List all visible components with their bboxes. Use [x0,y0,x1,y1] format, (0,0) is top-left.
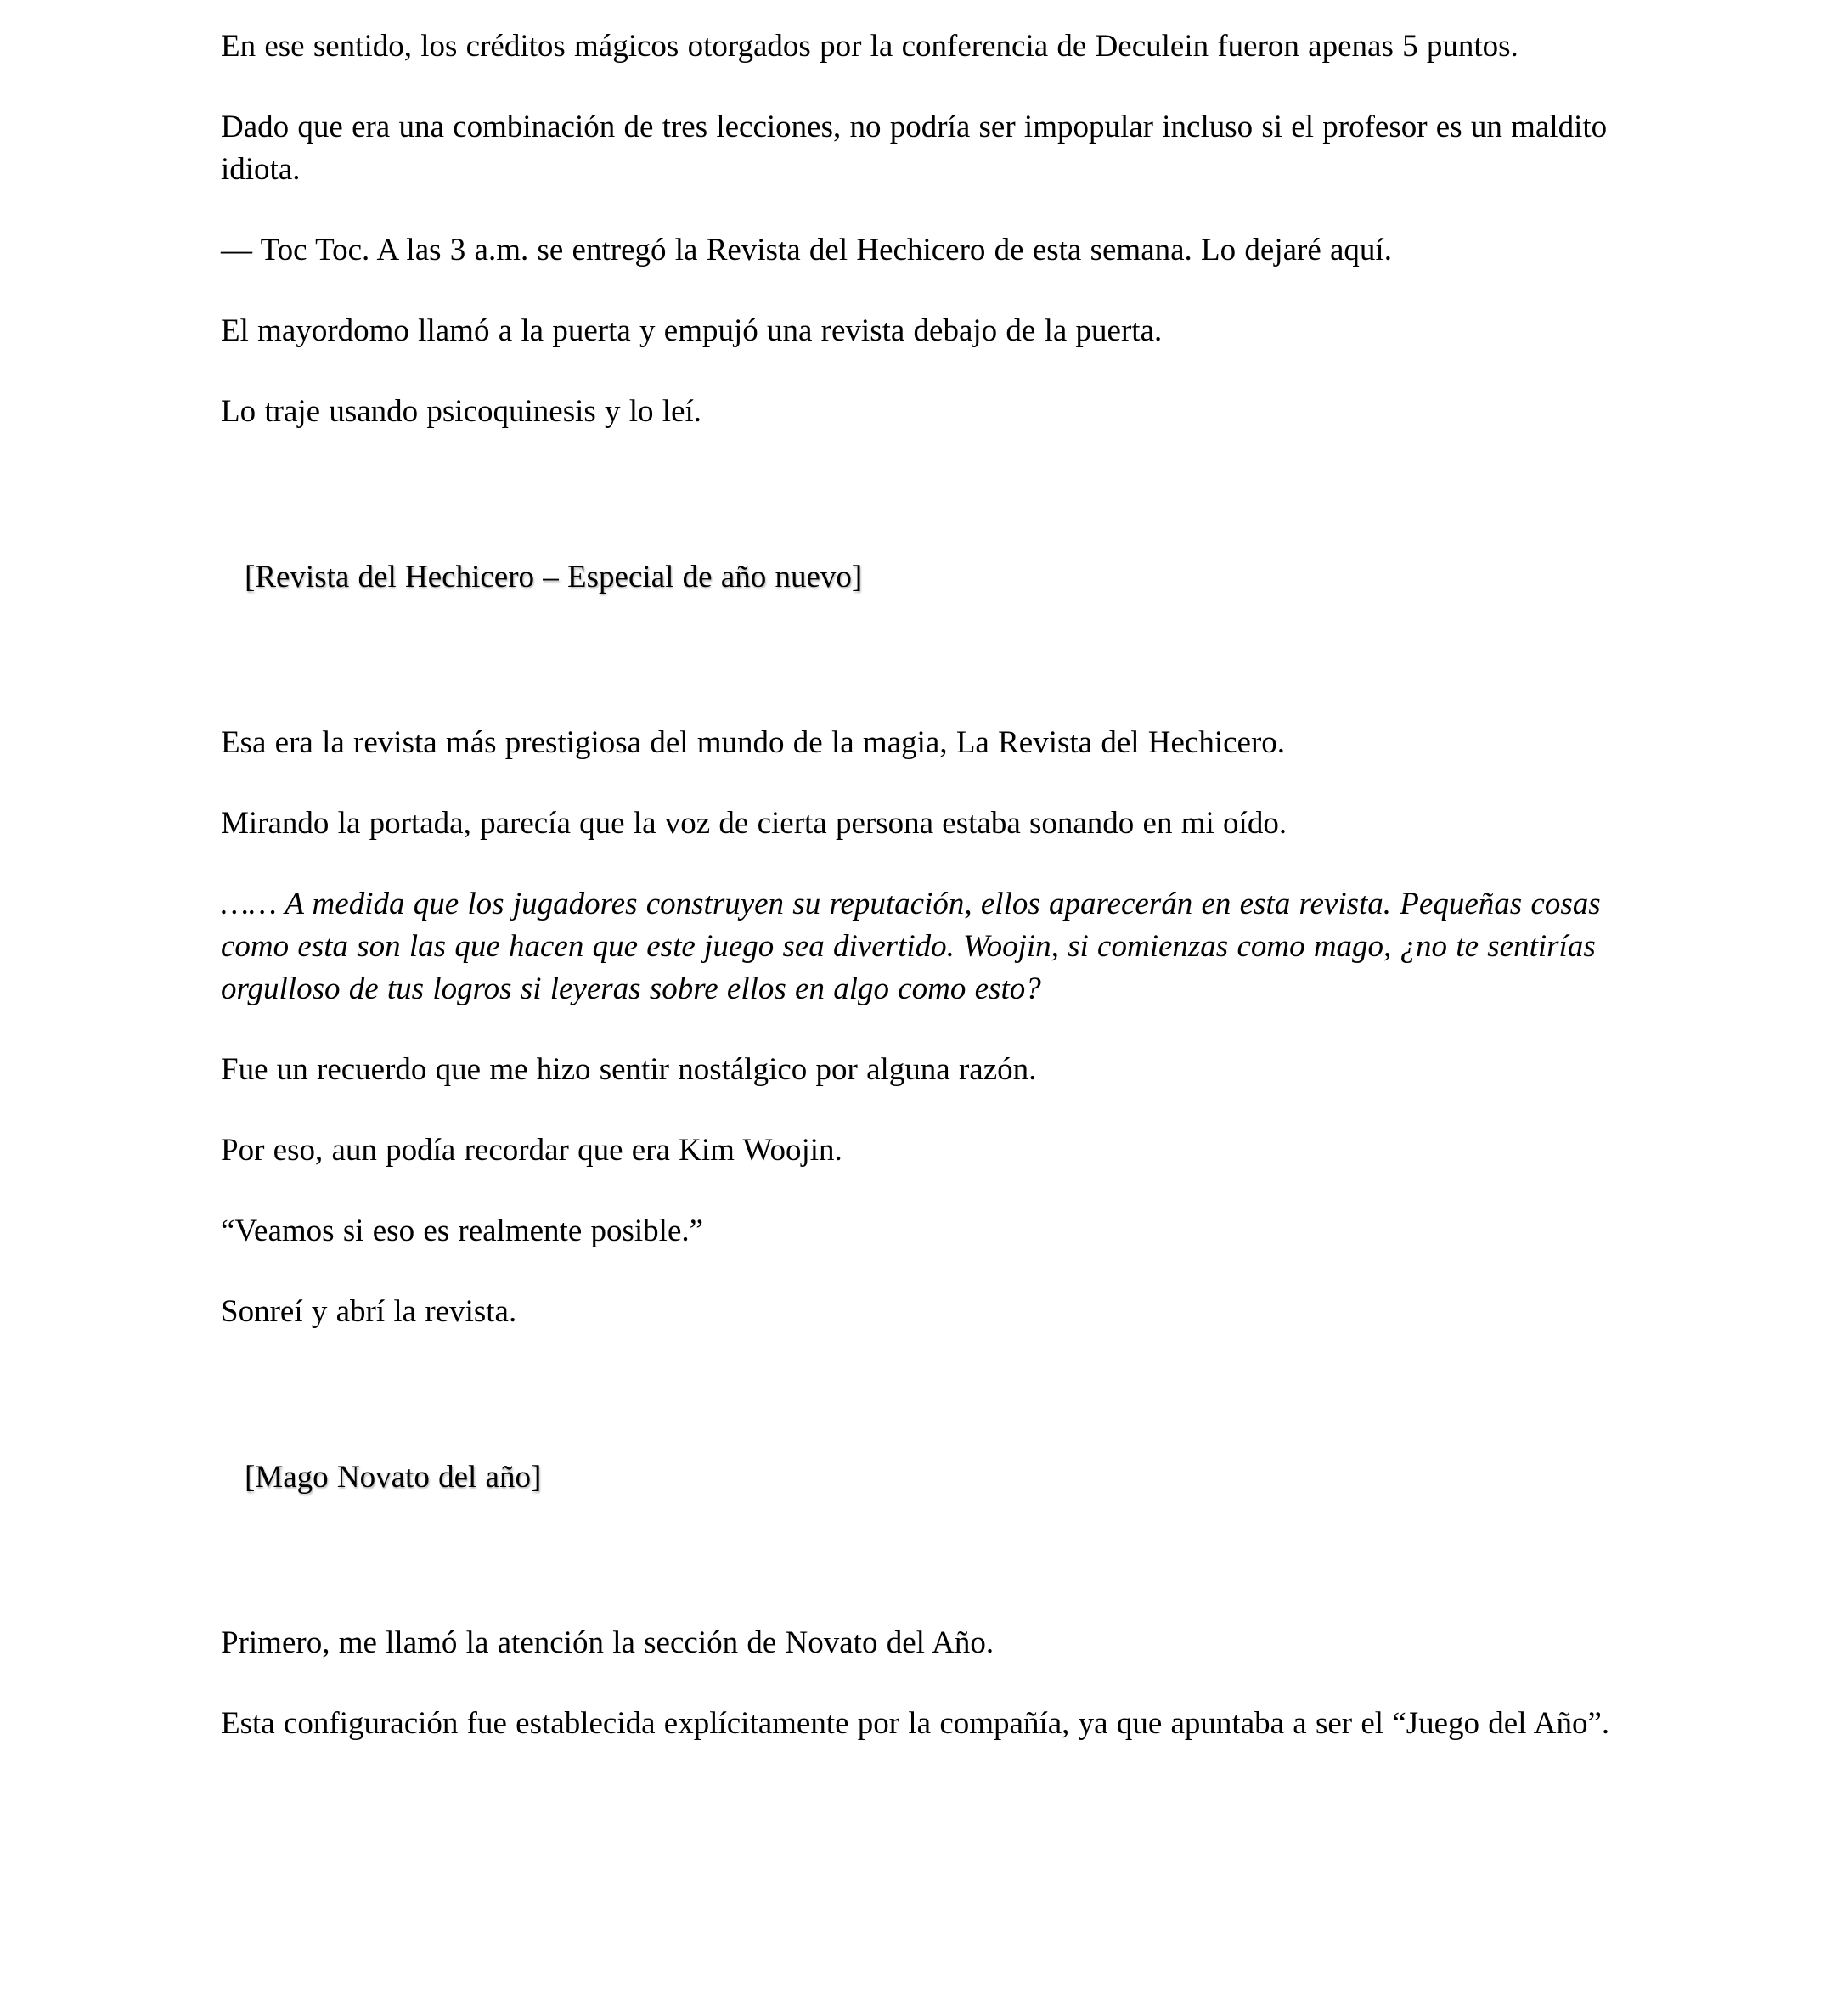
document-body [221,25,1617,1745]
paragraph: Sonreí y abrí la revista. [221,1294,517,1329]
paragraph: Por eso, aun podía recordar que era Kim Woojin. [221,1133,842,1168]
paragraph: En ese sentido, los créditos mágicos otorgados por la conferencia de Deculein fueron apenas 5 puntos. [221,29,1518,64]
section-heading: [Mago Novato del año] [245,1460,542,1495]
paragraph: …… A medida que los jugadores construyen su reputación, ellos aparecerán en esta revista. Pequeñas cosas como esta son las que hacen que este juego sea divertido. Woojin, si comienzas como mago, ¿no te sentirías orgulloso de tus logros si leyeras sobre ellos en algo como esto? [221,887,1601,1006]
paragraph: — Toc Toc. A las 3 a.m. se entregó la Revista del Hechicero de esta semana. Lo dejaré aquí. [221,233,1392,267]
paragraph: “Veamos si eso es realmente posible.” [221,1213,704,1248]
paragraph: Fue un recuerdo que me hizo sentir nostálgico por alguna razón. [221,1052,1037,1087]
paragraph: Esa era la revista más prestigiosa del mundo de la magia, La Revista del Hechicero. [221,725,1286,760]
paragraph: El mayordomo llamó a la puerta y empujó una revista debajo de la puerta. [221,313,1163,348]
paragraph: Lo traje usando psicoquinesis y lo leí. [221,394,702,429]
paragraph: Mirando la portada, parecía que la voz de cierta persona estaba sonando en mi oído. [221,806,1287,841]
paragraph: Primero, me llamó la atención la sección de Novato del Año. [221,1625,994,1660]
section-heading: [Revista del Hechicero – Especial de año nuevo] [245,560,863,594]
paragraph: Dado que era una combinación de tres lecciones, no podría ser impopular incluso si el profesor es un maldito idiota. [221,110,1608,187]
paragraph: Esta configuración fue establecida explícitamente por la compañía, ya que apuntaba a ser el “Juego del Año”. [221,1706,1610,1741]
